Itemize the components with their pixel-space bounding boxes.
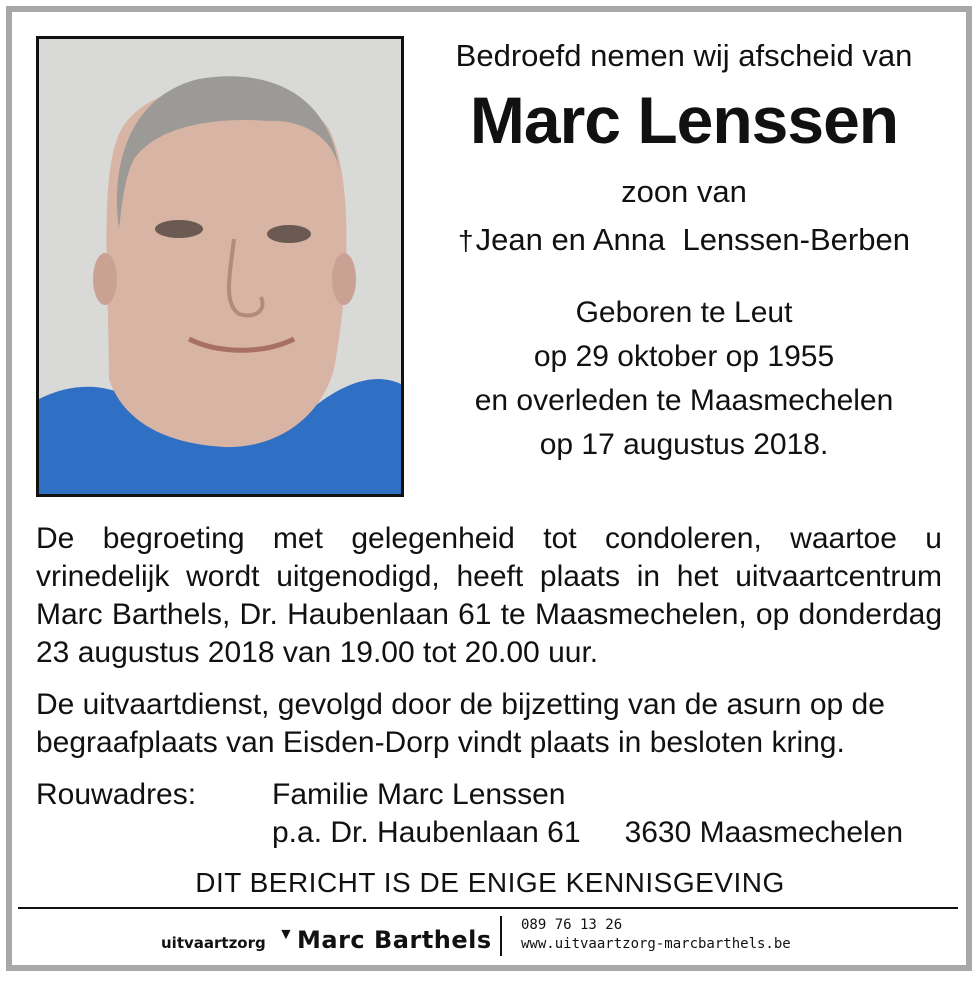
- funeral-home-footer: [0, 912, 980, 958]
- contact-info: [521, 916, 791, 954]
- life-dates: [418, 291, 950, 467]
- brand-name: Marc Barthels: [297, 926, 492, 954]
- service-paragraph: De uitvaartdienst, gevolgd door de bijzetting van de asurn op de begraafplaats van Eisden-Dorp vindt plaats in besloten kring.: [36, 688, 885, 759]
- death-place: en overleden te Maasmechelen: [474, 384, 894, 417]
- birth-date: op 29 oktober op 1955: [533, 340, 835, 373]
- address-city: 3630 Maasmechelen: [624, 816, 904, 849]
- deceased-name: Marc Lenssen: [469, 83, 899, 157]
- address-family: Familie Marc Lenssen: [272, 778, 566, 811]
- address-label: Rouwadres:: [36, 778, 197, 811]
- website-link[interactable]: www.uitvaartzorg-marcbarthels.be: [521, 936, 791, 952]
- relation-text: zoon van: [621, 174, 747, 209]
- address-street: p.a. Dr. Haubenlaan 61: [272, 816, 581, 849]
- parents-line: [418, 218, 950, 263]
- death-date: op 17 augustus 2018.: [539, 428, 829, 461]
- phone-number: 089 76 13 26: [521, 917, 623, 933]
- birth-place: Geboren te Leut: [575, 296, 793, 329]
- cross-icon: †: [458, 225, 474, 256]
- divider: [18, 907, 958, 909]
- condolence-paragraph: De begroeting met gelegenheid tot condoleren, waartoe u vrinedelijk wordt uitgenodigd, heeft plaats in het uitvaartcentrum Marc Barthels, Dr. Haubenlaan 61 te Maasmechelen, op donderdag 23 augustus 2018 van 19.00 tot 20.00 uur.: [36, 522, 942, 669]
- intro-text: Bedroefd nemen wij afscheid van: [455, 38, 913, 73]
- footer-separator: [500, 916, 502, 956]
- address-street-line: [272, 814, 903, 852]
- brand-prefix: uitvaartzorg: [161, 934, 266, 952]
- triangle-icon: ▼: [278, 926, 294, 943]
- announcement-body: [36, 520, 942, 762]
- parents-names: Jean en Anna Lenssen-Berben: [475, 222, 910, 257]
- notice-text: DIT BERICHT IS DE ENIGE KENNISGEVING: [195, 867, 785, 898]
- header-block: [418, 36, 950, 467]
- portrait-photo: [36, 36, 404, 497]
